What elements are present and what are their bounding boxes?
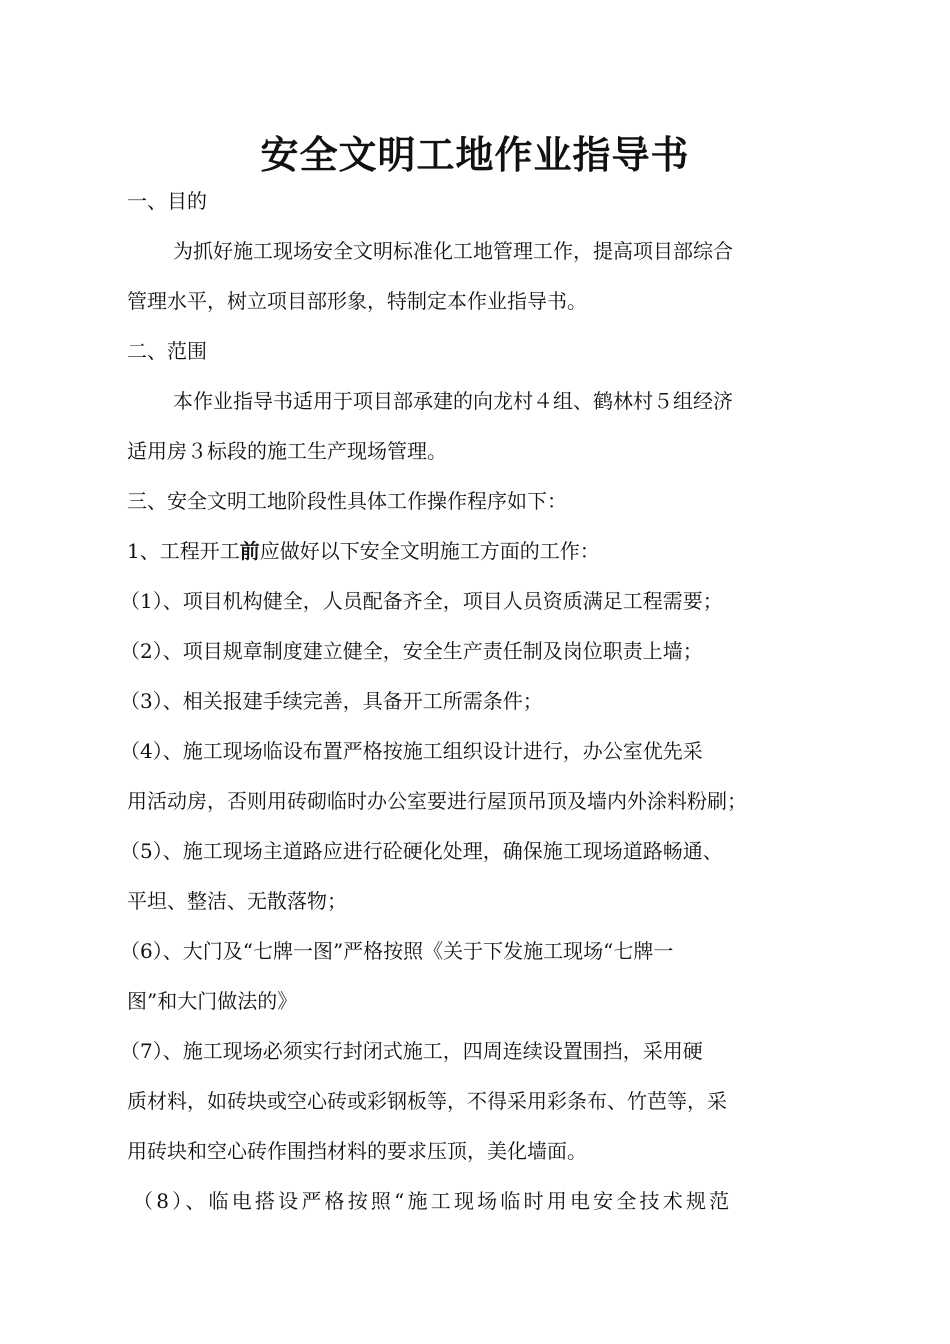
step-1-prefix: 1、工程开工 [127,539,240,563]
purpose-text-line-2: 管理水平，树立项目部形象，特制定本作业指导书。 [127,289,587,313]
item-5-line-2: 平坦、整洁、无散落物； [127,889,347,913]
section-heading-scope: 二、范围 [127,339,207,363]
step-1-heading [127,537,600,565]
purpose-text-line-1: 为抓好施工现场安全文明标准化工地管理工作，提高项目部综合 [173,239,733,263]
item-6-line-1: （6）、大门及“七牌一图”严格按照《关于下发施工现场“七牌一 [120,939,674,963]
section-heading-procedure: 三、安全文明工地阶段性具体工作操作程序如下： [127,489,567,513]
scope-text-line-2: 适用房３标段的施工生产现场管理。 [127,439,447,463]
item-4-line-1: （4）、施工现场临设布置严格按施工组织设计进行，办公室优先采 [120,739,703,763]
document-title: 安全文明工地作业指导书 [260,133,690,177]
item-3-line-1: （3）、相关报建手续完善，具备开工所需条件； [120,689,543,713]
item-4-line-2: 用活动房，否则用砖砌临时办公室要进行屋顶吊顶及墙内外涂料粉刷； [127,789,747,813]
item-5-line-1: （5）、施工现场主道路应进行砼硬化处理，确保施工现场道路畅通、 [120,839,723,863]
scope-text-line-1: 本作业指导书适用于项目部承建的向龙村４组、鹤林村５组经济 [173,389,733,413]
step-1-suffix: 应做好以下安全文明施工方面的工作： [259,539,600,563]
item-7-line-1: （7）、施工现场必须实行封闭式施工，四周连续设置围挡，采用硬 [120,1039,703,1063]
item-8-line-1: （8）、临电搭设严格按照“施工现场临时用电安全技术规范 [133,1189,733,1213]
item-2-line-1: （2）、项目规章制度建立健全，安全生产责任制及岗位职责上墙； [120,639,703,663]
item-6-line-2: 图”和大门做法的》 [127,989,298,1013]
item-7-line-3: 用砖块和空心砖作围挡材料的要求压顶，美化墙面。 [127,1139,587,1163]
item-1-line-1: （1）、项目机构健全，人员配备齐全，项目人员资质满足工程需要； [120,589,723,613]
section-heading-purpose: 一、目的 [127,189,207,213]
item-7-line-2: 质材料，如砖块或空心砖或彩钢板等，不得采用彩条布、竹芭等，采 [127,1089,727,1113]
step-1-emphasis: 前 [239,539,260,563]
